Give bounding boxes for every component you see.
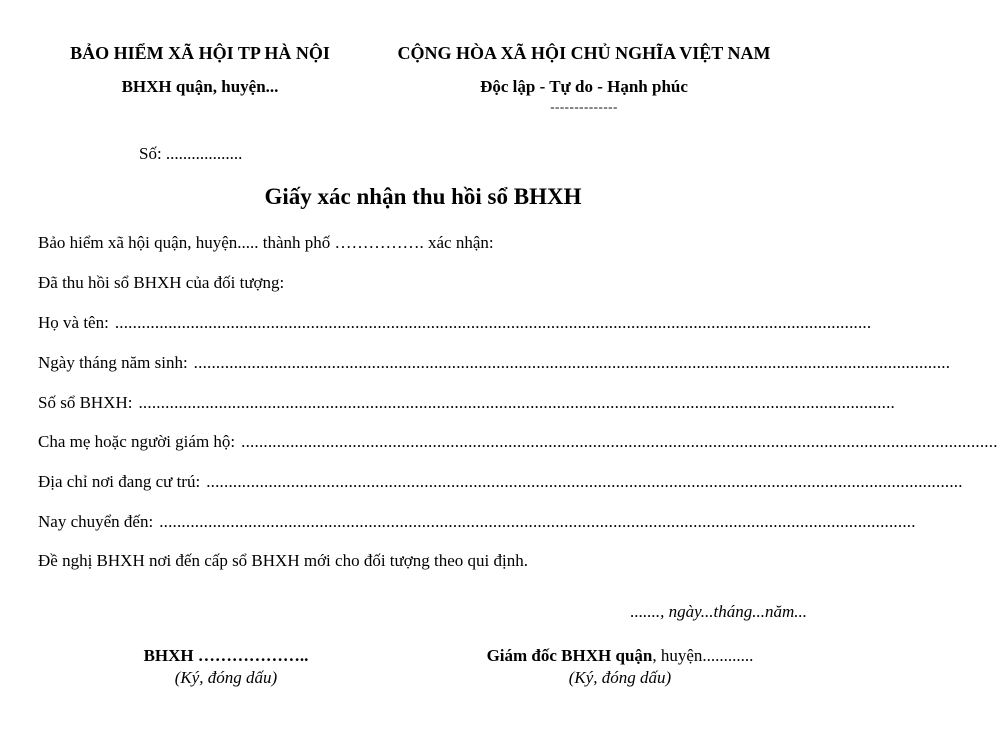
field-dob-dots: .......................................................................................................................................................................... [193, 353, 951, 372]
field-address [38, 472, 963, 492]
national-title: CỘNG HÒA XÃ HỘI CHỦ NGHĨA VIỆT NAM [397, 43, 771, 63]
field-address-dots: .......................................................................................................................................................................... [206, 472, 963, 491]
field-address-label: Địa chỉ nơi đang cư trú: [38, 472, 201, 491]
field-name [38, 313, 872, 333]
motto-divider: -------------- [550, 99, 618, 114]
field-dob [38, 353, 951, 373]
intro-line: Bảo hiểm xã hội quận, huyện..... thành phố ……………. xác nhận: [38, 233, 494, 252]
agency-name: BẢO HIỂM XÃ HỘI TP HÀ NỘI [70, 43, 330, 63]
document-number: Số: .................. [139, 144, 243, 163]
date-line: ......., ngày...tháng...năm... [630, 602, 807, 621]
field-book-number-dots: .......................................................................................................................................................................... [138, 393, 895, 412]
field-transfer-dots: .......................................................................................................................................................................... [159, 512, 916, 531]
district-agency: BHXH quận, huyện... [121, 77, 279, 96]
sender-signature-title: BHXH ……………….. [143, 646, 309, 665]
field-guardian [38, 432, 998, 452]
field-book-number [38, 393, 895, 413]
director-title-rest: , huyện............ [652, 646, 754, 665]
field-transfer-label: Nay chuyển đến: [38, 512, 154, 531]
field-guardian-label: Cha mẹ hoặc người giám hộ: [38, 432, 236, 451]
field-name-label: Họ và tên: [38, 313, 109, 332]
collected-line: Đã thu hồi sổ BHXH của đối tượng: [38, 273, 285, 292]
director-signature-title [487, 646, 754, 666]
director-signature-note: (Ký, đóng dấu) [568, 668, 672, 687]
field-book-number-label: Số sổ BHXH: [38, 393, 133, 412]
field-dob-label: Ngày tháng năm sinh: [38, 353, 188, 372]
field-guardian-dots: .......................................................................................................................................................................... [241, 432, 998, 451]
request-line: Đề nghị BHXH nơi đến cấp sổ BHXH mới cho đối tượng theo qui định. [38, 551, 528, 570]
director-title-bold: Giám đốc BHXH quận [486, 646, 653, 665]
document-title: Giấy xác nhận thu hồi sổ BHXH [264, 184, 582, 209]
national-motto: Độc lập - Tự do - Hạnh phúc [480, 77, 688, 96]
field-name-dots: .......................................................................................................................................................................... [114, 313, 872, 332]
sender-signature-note: (Ký, đóng dấu) [174, 668, 278, 687]
field-transfer [38, 512, 916, 532]
